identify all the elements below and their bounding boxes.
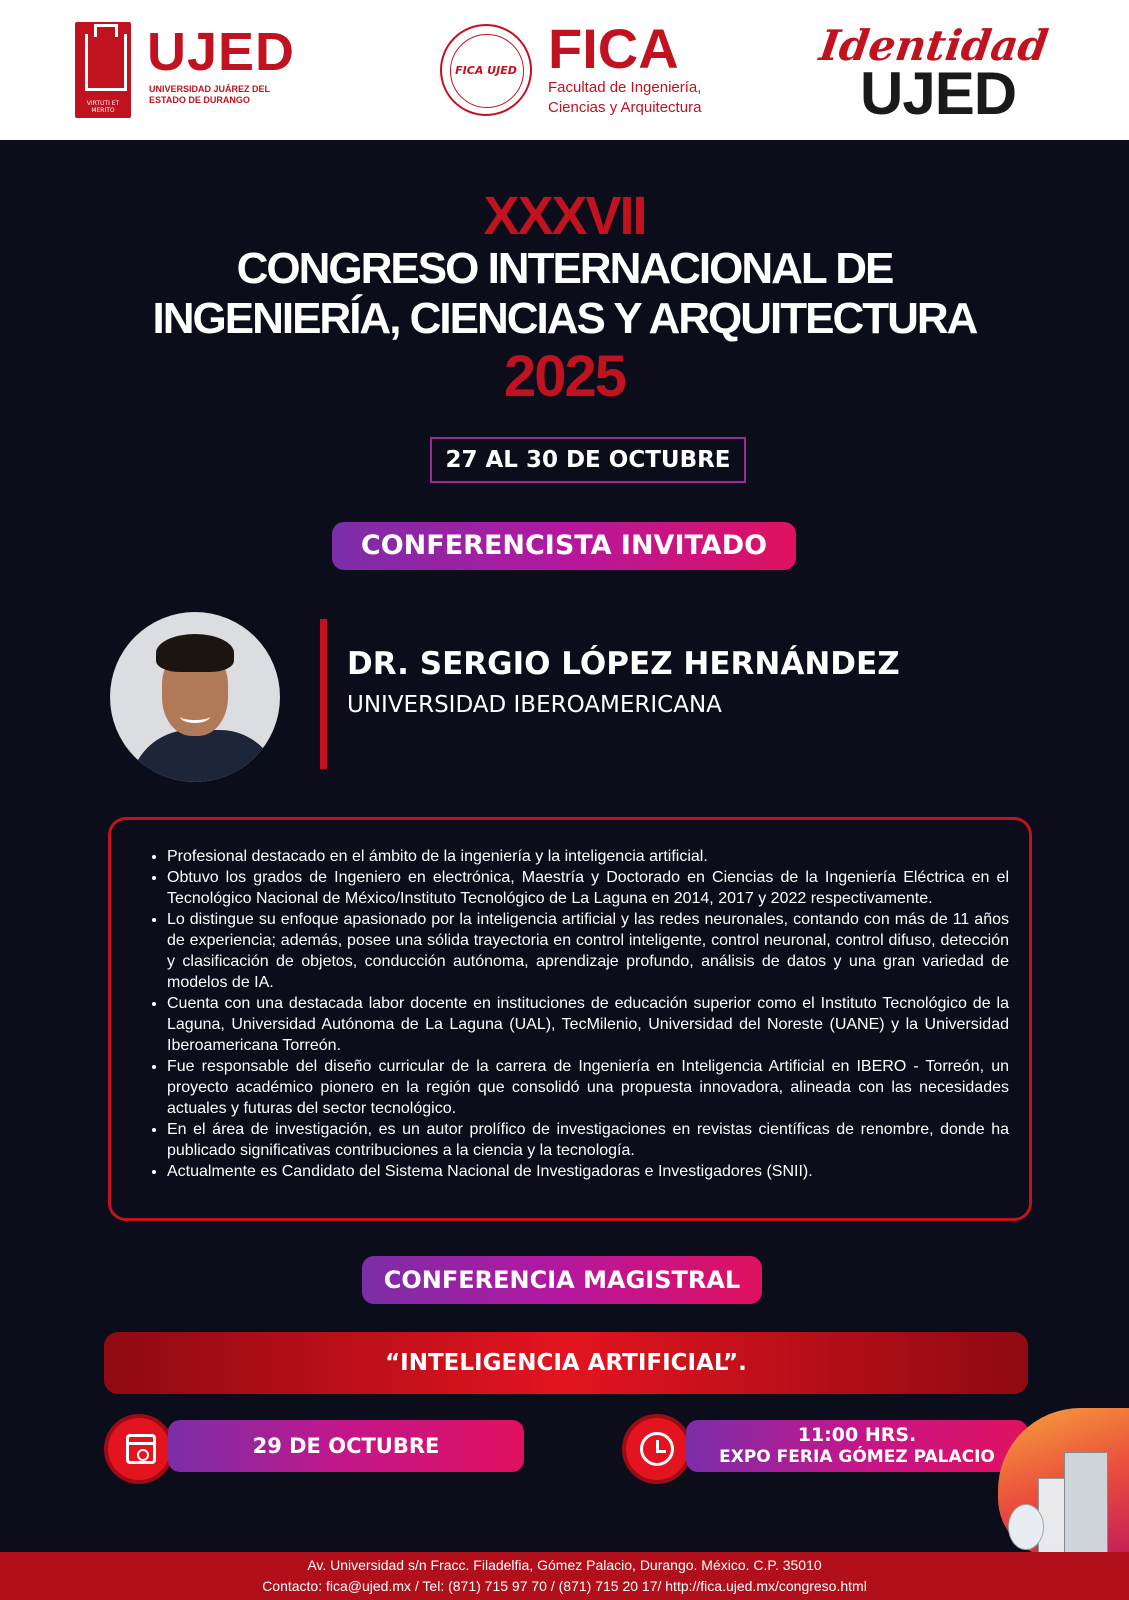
bio-item: • Actualmente es Candidato del Sistema Nacional de Investigadoras e Investigadores (SNII). — [167, 1161, 1009, 1182]
identidad-ujed-logo — [816, 21, 1060, 127]
clock-badge — [622, 1414, 692, 1484]
identidad-word: UJED — [860, 60, 1017, 127]
congress-title — [0, 188, 1129, 408]
bio-item: • Profesional destacado en el ámbito de la ingeniería y la inteligencia artificial. — [167, 846, 1009, 867]
fica-subtitle-line2: Ciencias y Arquitectura — [548, 99, 702, 116]
event-time: 11:00 HRS. — [797, 1424, 917, 1446]
section-keynote: CONFERENCIA MAGISTRAL — [362, 1256, 762, 1304]
speaker-institution: UNIVERSIDAD IBEROAMERICANA — [347, 692, 722, 718]
bio-item: • Lo distingue su enfoque apasionado por la inteligencia artificial y las redes neuronales, contando con más de 11 años de experiencia; además, posee una sólida trayectoria en control inteligente, control neuronal, control difuso, detección y clasificación de objetos, conducción autónoma, aprendizaje profundo, análisis de datos y una gran variedad de modelos de IA. — [167, 909, 1009, 993]
fica-seal-icon — [440, 24, 532, 116]
ujed-emblem-icon — [75, 22, 131, 118]
event-date: 29 DE OCTUBRE — [168, 1420, 524, 1472]
clock-icon — [640, 1432, 674, 1466]
speaker-photo — [110, 612, 280, 782]
bio-item: • En el área de investigación, es un autor prolífico de investigaciones en revistas científicas de renombre, donde ha publicado significativas contribuciones a la ciencia y la tecnología. — [167, 1119, 1009, 1161]
decorative-building-illustration — [968, 1408, 1129, 1552]
fica-wordmark: FICA — [548, 17, 679, 80]
congress-dates: 27 AL 30 DE OCTUBRE — [430, 437, 746, 483]
fica-logo — [440, 17, 740, 120]
ujed-motto: VIRTUTI ET MERITO — [86, 100, 120, 114]
speaker-bio-list — [149, 846, 1009, 1182]
speaker-divider — [320, 619, 327, 769]
speaker-bio-box — [108, 817, 1032, 1221]
ujed-subtitle: UNIVERSIDAD JUÁREZ DEL ESTADO DE DURANGO — [149, 84, 270, 105]
bio-item: • Fue responsable del diseño curricular de la carrera de Ingeniería en Inteligencia Artificial en IBERO - Torreón, un proyecto académico pionero en la región que consolidó una propuesta innovadora, alineada con las necesidades actuales y futuras del sector tecnológico. — [167, 1056, 1009, 1119]
title-year: 2025 — [503, 344, 626, 409]
title-line-2: INGENIERÍA, CIENCIAS Y ARQUITECTURA — [152, 294, 977, 343]
fica-subtitle-line1: Facultad de Ingeniería, — [548, 79, 702, 96]
ujed-logo — [75, 22, 305, 122]
speaker-name: DR. SERGIO LÓPEZ HERNÁNDEZ — [347, 646, 900, 682]
footer-contact: Contacto: fica@ujed.mx / Tel: (871) 715 97 70 / (871) 715 20 17/ http://fica.ujed.mx/congreso.html — [262, 1578, 867, 1594]
footer-bar — [0, 1552, 1129, 1600]
ujed-wordmark: UJED — [147, 22, 296, 82]
calendar-icon — [126, 1434, 156, 1464]
bio-item: • Cuenta con una destacada labor docente en instituciones de educación superior como el Instituto Tecnológico de la Laguna, Universidad Autónoma de La Laguna (UAL), TecMilenio, Universidad del Noreste (UANE) y la Universidad Iberoamericana Torreón. — [167, 993, 1009, 1056]
section-invited-speaker: CONFERENCISTA INVITADO — [332, 522, 796, 570]
talk-title: “INTELIGENCIA ARTIFICIAL”. — [104, 1332, 1028, 1394]
footer-address: Av. Universidad s/n Fracc. Filadelfia, Gómez Palacio, Durango. México. C.P. 35010 — [307, 1557, 822, 1573]
header-bar — [0, 0, 1129, 140]
identidad-script: Identidad — [816, 21, 1052, 70]
event-venue: EXPO FERIA GÓMEZ PALACIO — [719, 1447, 995, 1467]
bio-item: • Obtuvo los grados de Ingeniero en electrónica, Maestría y Doctorado en Ciencias de la Ingeniería Eléctrica en el Tecnológico Nacional de México/Instituto Tecnológico de La Laguna en 2014, 2017 y 2022 respectivamente. — [167, 867, 1009, 909]
calendar-badge — [104, 1414, 174, 1484]
title-line-1: CONGRESO INTERNACIONAL DE — [236, 244, 893, 293]
fica-subtitle — [548, 78, 701, 118]
title-edition: XXXVII — [483, 186, 646, 246]
fica-seal-text: FICA UJED — [455, 64, 517, 77]
